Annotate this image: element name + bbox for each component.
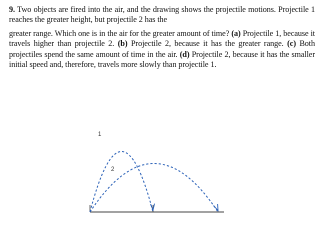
- option-c-label: (c): [287, 39, 296, 49]
- question-intro-line-2: motions. Projectile 1 reaches the greater height, but projectile 2 has the: [9, 5, 315, 25]
- projectile-figure: [84, 121, 244, 221]
- trajectory-1-label: 1: [98, 132, 102, 138]
- question-intro: [9, 5, 315, 26]
- option-b-label: (b): [117, 39, 128, 49]
- option-b-text: Projectile 2, because it has the greater range.: [130, 39, 284, 49]
- question-number: 9.: [9, 5, 15, 14]
- question-body: [9, 29, 315, 71]
- option-c-text: Both projectiles spend the same amount of time in the air.: [9, 39, 315, 59]
- option-d-text: Projectile 2, because it has the smaller initial speed and, therefore, travels more slowly than projectile 1.: [9, 49, 315, 70]
- option-d-label: (d): [179, 49, 190, 59]
- trajectory-1: [90, 152, 153, 213]
- question-intro-line-1: Two objects are fired into the air, and the drawing shows the projectile: [17, 5, 246, 14]
- question-block: [9, 5, 315, 73]
- question-intro-line-3: greater range. Which one is in the air for the greater amount of time?: [9, 28, 230, 38]
- option-a-text: Projectile 1, because it travels higher than projectile 2.: [9, 28, 315, 49]
- option-a-label: (a): [231, 28, 241, 38]
- arrowhead-2: [214, 204, 219, 211]
- projectile-diagram: [84, 121, 244, 221]
- trajectory-2-label: 2: [111, 167, 115, 173]
